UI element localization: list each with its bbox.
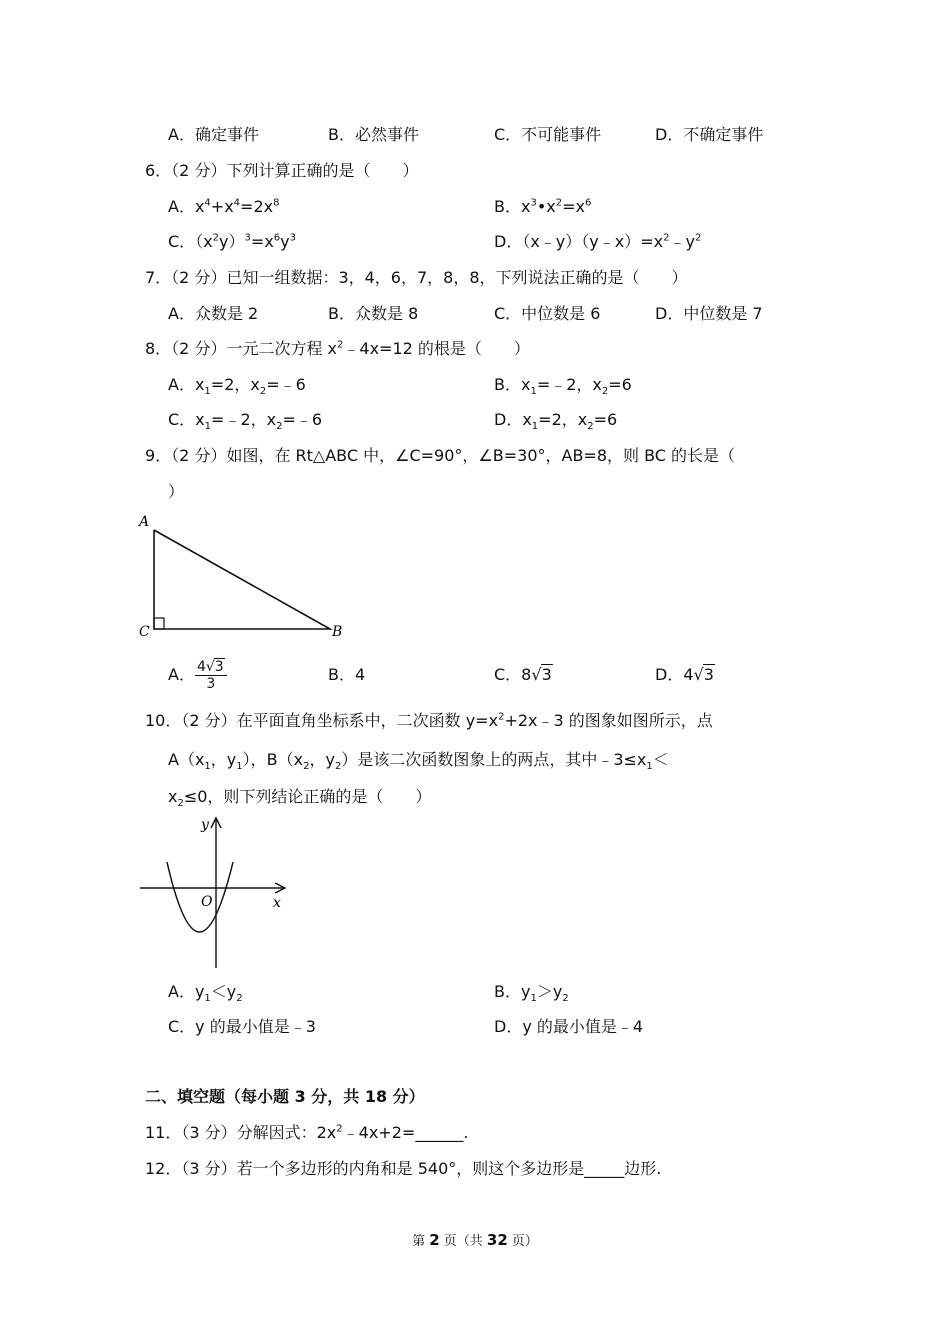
answer-blank: _____: [584, 1159, 625, 1178]
q6-option-b: B．$x^3•x^2=x^6$: [494, 197, 592, 216]
section-heading: 二、填空题（每小题 3 分，共 18 分）: [145, 1087, 425, 1106]
q6-option-c: C．$(x^2y)^3=x^6y^3$: [168, 232, 296, 251]
q10-option-b: B．$y_1>y_2$: [494, 982, 569, 1005]
q9-triangle-figure: [130, 510, 360, 645]
q6-option-a: A．$x^4+x^4=2x^8$: [168, 197, 280, 216]
q5-option-a: A．确定事件: [168, 125, 259, 144]
q7-option-d: D．中位数是 7: [655, 304, 763, 323]
q10-option-a: A．$y_1<y_2$: [168, 982, 243, 1005]
q9-option-c: C．8√3: [494, 665, 552, 684]
page-footer: 第 2 页（共 32 页）: [412, 1231, 538, 1249]
q10-stem-line1: 10．（2 分）在平面直角坐标系中，二次函数 $y=x^2+2x﹣3$ 的图象如图所示，点: [145, 711, 713, 730]
q8-option-b: B．$x_1=﹣2$，$x_2=6$: [494, 375, 632, 398]
q7-option-b: B．众数是 8: [328, 304, 419, 323]
answer-blank: ______: [415, 1123, 464, 1142]
q10-option-d: D．y 的最小值是﹣4: [494, 1017, 644, 1036]
q11-stem: 11．（3 分）分解因式：$2x^2﹣4x+2=\_\_\_\_\_\_$.: [145, 1123, 469, 1142]
q5-option-b: B．必然事件: [328, 125, 419, 144]
q6-option-d: D．$(x﹣y)(y﹣x)=x^2﹣y^2$: [494, 232, 702, 251]
q9-stem: 9．（2 分）如图，在 Rt△ABC 中，∠C=90°，∠B=30°，AB=8，则 BC 的长是（: [145, 446, 736, 465]
q9-stem-end: ）: [168, 482, 185, 501]
x-axis-label: x: [273, 895, 281, 911]
q12-stem: 12．（3 分）若一个多边形的内角和是 540°，则这个多边形是_____边形.: [145, 1159, 662, 1178]
q6-stem: 6．（2 分）下列计算正确的是（ ）: [145, 161, 419, 180]
q5-option-d: D．不确定事件: [655, 125, 764, 144]
q9-option-a: A． $\frac{4√3}{3}$: [168, 652, 227, 698]
q7-option-c: C．中位数是 6: [494, 304, 601, 323]
vertex-b-label: B: [332, 624, 343, 640]
q8-stem: 8．（2 分）一元二次方程 $x^2﹣4x=12$ 的根是（ ）: [145, 339, 530, 358]
q10-stem-line3: $x_2\le 0$，则下列结论正确的是（ ）: [168, 787, 432, 810]
q9-option-d: D．4√3: [655, 665, 714, 684]
y-axis-label: y: [201, 817, 209, 833]
q10-option-c: C．y 的最小值是﹣3: [168, 1017, 316, 1036]
q8-option-c: C．$x_1=﹣2$，$x_2=﹣6$: [168, 410, 323, 433]
q8-option-a: A．$x_1=2$，$x_2=﹣6$: [168, 375, 306, 398]
q7-option-a: A．众数是 2: [168, 304, 259, 323]
fraction: $\frac{4√3}{3}$: [195, 659, 227, 692]
q9-option-b: B．4: [328, 665, 366, 684]
vertex-a-label: A: [139, 514, 150, 530]
q5-option-c: C．不可能事件: [494, 125, 602, 144]
q8-option-d: D．$x_1=2$，$x_2=6$: [494, 410, 618, 433]
q10-parabola-figure: [135, 812, 295, 972]
vertex-c-label: C: [139, 624, 150, 640]
q10-stem-line2: $A(x_1$，$y_1$），$B(x_2$，$y_2$）是该二次函数图象上的两点，其中$﹣3\le x_1<$: [168, 750, 669, 773]
origin-label: O: [201, 894, 213, 910]
q7-stem: 7．（2 分）已知一组数据：3，4，6，7，8，8，下列说法正确的是（ ）: [145, 268, 688, 287]
